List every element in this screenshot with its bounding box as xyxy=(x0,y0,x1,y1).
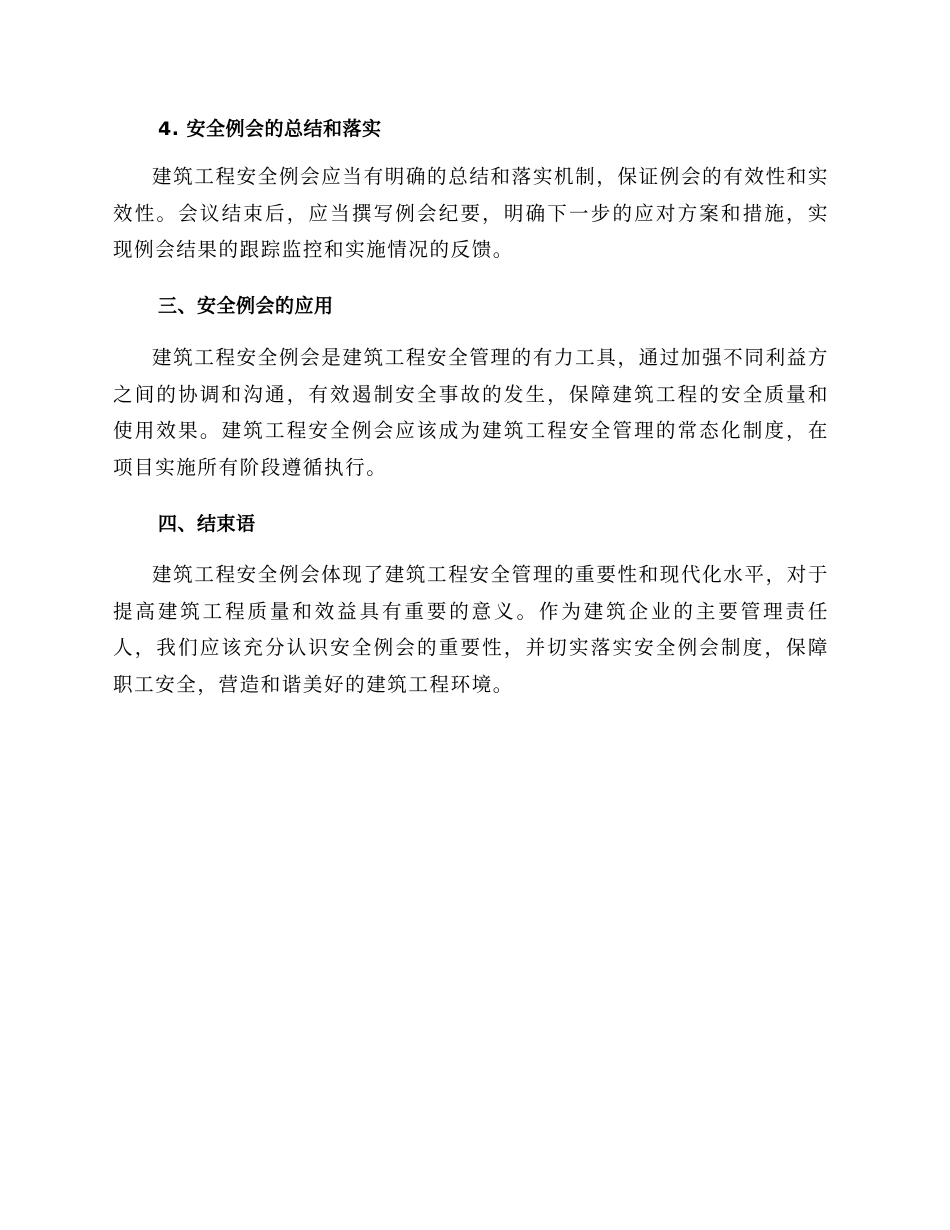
section-heading-summary-implementation: 4. 安全例会的总结和落实 xyxy=(158,118,382,140)
section-paragraph-summary-implementation: 建筑工程安全例会应当有明确的总结和落实机制，保证例会的有效性和实效性。会议结束后，应当撰写例会纪要，明确下一步的应对方案和措施，实现例会结果的跟踪监控和实施情况的反馈。 xyxy=(113,165,829,261)
section-heading-conclusion: 四、结束语 xyxy=(158,513,256,535)
section-paragraph-conclusion: 建筑工程安全例会体现了建筑工程安全管理的重要性和现代化水平，对于提高建筑工程质量和效益具有重要的意义。作为建筑企业的主要管理责任人，我们应该充分认识安全例会的重要性，并切实落实安全例会制度，保障职工安全，营造和谐美好的建筑工程环境。 xyxy=(113,563,829,696)
section-paragraph-application: 建筑工程安全例会是建筑工程安全管理的有力工具，通过加强不同利益方之间的协调和沟通，有效遏制安全事故的发生，保障建筑工程的安全质量和使用效果。建筑工程安全例会应该成为建筑工程安全管理的常态化制度，在项目实施所有阶段遵循执行。 xyxy=(113,346,829,479)
section-heading-application: 三、安全例会的应用 xyxy=(158,295,334,317)
